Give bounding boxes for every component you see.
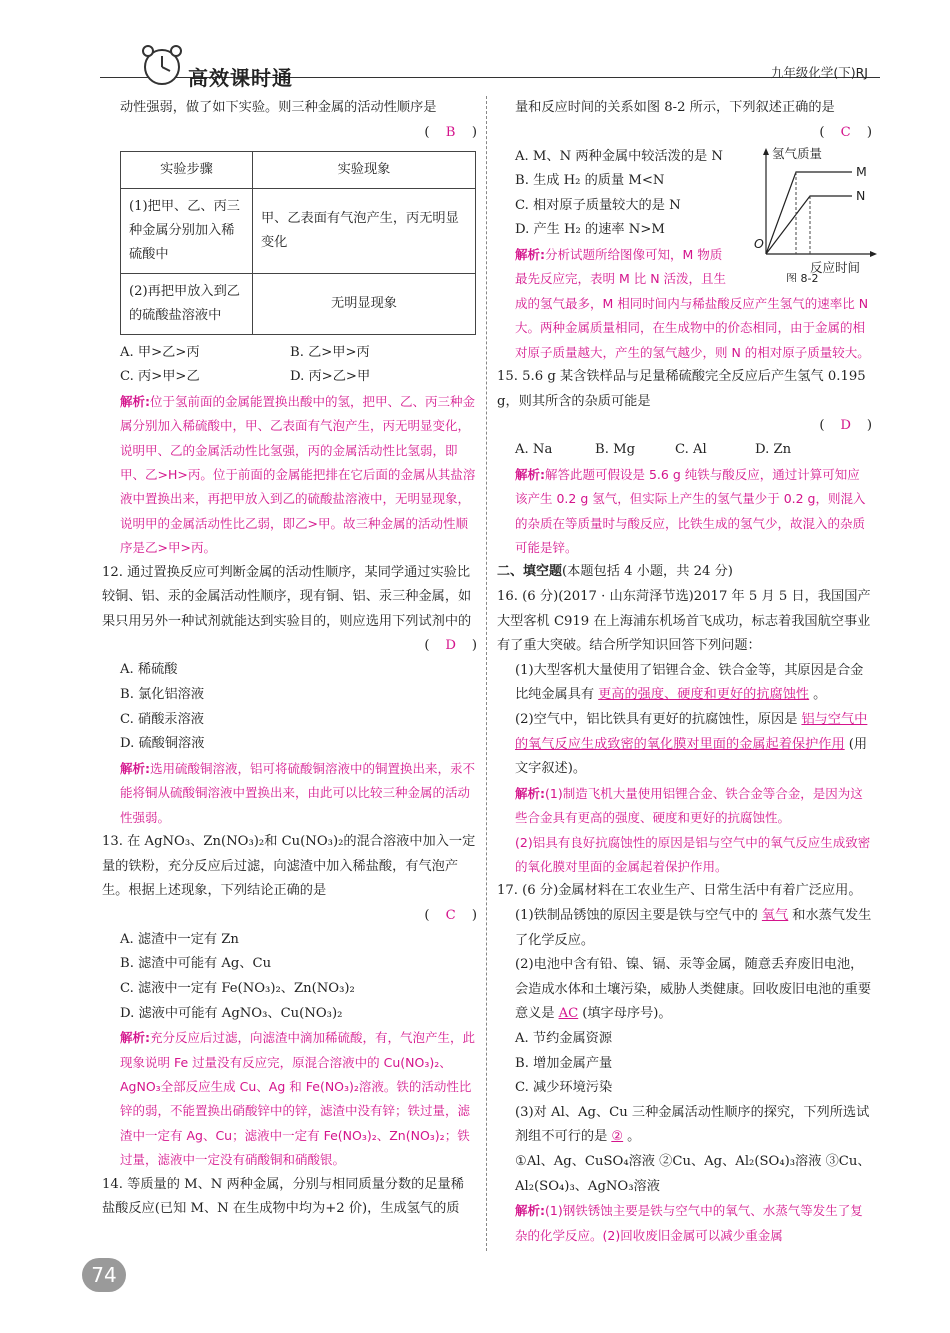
q13-option-a: A. 滤渣中一定有 Zn: [120, 931, 239, 947]
q17-reagent-groups: ①Al、Ag、CuSO₄溶液 ②Cu、Ag、Al₂(SO₄)₃溶液 ③Cu、Al₂(SO₄)₃、AgNO₃溶液: [515, 1153, 871, 1194]
q16-part-1: (1)大型客机大量使用了铝锂合金、铁合金等，其原因是合金比纯金属具有 更高的强度、硬度和更好的抗腐蚀性 。: [515, 662, 864, 703]
q12-stem: 12. 通过置换反应可判断金属的活动性顺序，某同学通过实验比较铜、铝、汞的金属活动性顺序，现有铜、铝、汞三种金属，如果只用另外一种试剂就能达到实验目的，则应选用下列试剂中的: [102, 564, 472, 629]
q15-option-a: A. Na: [515, 442, 553, 458]
q13-option-d: D. 滤液中可能有 AgNO₃、Cu(NO₃)₂: [120, 1005, 343, 1021]
table-step-2: (2)再把甲放入到乙的硫酸盐溶液中: [121, 273, 253, 334]
q14-explanation-a: 解析:分析试题所给图像可知，M 物质: [515, 246, 723, 262]
clock-logo-icon: [140, 44, 184, 86]
q11-option-d: D. 丙>乙>甲: [290, 369, 371, 385]
q15-stem: 15. 5.6 g 某含铁样品与足量稀硫酸完全反应后产生氢气 0.195 g，则其所含的杂质可能是: [497, 369, 866, 409]
q17-part-3: (3)对 Al、Ag、Cu 三种金属活动性顺序的探究，下列所选试剂组不可行的是 ② 。: [515, 1104, 870, 1145]
q14-stem: 14. 等质量的 M、N 两种金属，分别与相同质量分数的足量稀盐酸反应(已知 M、N 在生成物中均为+2 价)，生成氢气的质: [102, 1176, 464, 1217]
q17-answer-1: 氧气: [761, 907, 789, 923]
q13-stem: 13. 在 AgNO₃、Zn(NO₃)₂和 Cu(NO₃)₂的混合溶液中加入一定量的铁粉，充分反应后过滤，向滤渣中加入稀盐酸，有气泡产生。根据上述现象，下列结论正确的是: [102, 834, 476, 899]
q12-option-a: A. 稀硫酸: [120, 662, 178, 678]
figure-8-2-graph: [752, 144, 878, 282]
page-number-badge: 74: [82, 1258, 126, 1292]
q14-option-b: B. 生成 H₂ 的质量 M<N: [515, 173, 665, 189]
graph-n-label: N: [856, 188, 866, 203]
q16-stem: 16. (6 分)(2017 · 山东菏泽节选)2017 年 5 月 5 日，我国国产大型客机 C919 在上海浦东机场首飞成功，标志着我国航空事业有了重大突破。结合所学知识回答下列问题：: [497, 589, 871, 654]
table-step-1: (1)把甲、乙、丙三种金属分别加入稀硫酸中: [121, 188, 253, 273]
q11-explanation: 解析:位于氢前面的金属能置换出酸中的氢，把甲、乙、丙三种金属分别加入稀硫酸中，甲、乙表面有气泡产生，丙无明显变化，说明甲、乙的金属活动性比氢强，丙的金属活动性比氢弱，即甲、乙>H>丙。位于前面的金属能把排在它后面的金属从其盐溶液中置换出来，再把甲放入到乙的硫酸盐溶液中，无明显现象，说明甲的金属活动性比乙弱，即乙>甲。故三种金属的活动性顺序是乙>甲>丙。: [120, 393, 476, 556]
q14-option-d: D. 产生 H₂ 的速率 N>M: [515, 222, 665, 238]
q12-explanation: 解析:选用硫酸铜溶液，铝可将硫酸铜溶液中的铜置换出来，汞不能将铜从硫酸铜溶液中置换出来，由此可以比较三种金属的活动性强弱。: [120, 760, 476, 825]
table-phenomenon-1: 甲、乙表面有气泡产生，丙无明显变化: [253, 188, 476, 273]
q15-options: [497, 438, 872, 463]
experiment-table: [120, 151, 476, 335]
q15-option-d: D. Zn: [755, 442, 792, 458]
q15-explanation: 解析:解答此题可假设是 5.6 g 纯铁与酸反应，通过计算可知应该产生 0.2 g 氢气，但实际上产生的氢气量少于 0.2 g，则混入的杂质在等质量时与酸反应，比铁生成的氢气少，故混入的杂质可能是锌。: [515, 466, 866, 555]
curve-n: [766, 196, 852, 254]
q17-part-2: (2)电池中含有铅、镍、镉、汞等金属，随意丢弃废旧电池，会造成水体和土壤污染，威胁人类健康。回收废旧电池的重要意义是 AC (填字母序号)。: [515, 957, 872, 1022]
q13-answer: C: [445, 907, 456, 923]
q11-option-c: C. 丙>甲>乙: [120, 369, 200, 385]
curve-m: [766, 172, 852, 254]
q14-option-a: A. M、N 两种金属中较活泼的是 N: [515, 148, 723, 164]
q16-answer-2: 铝与空气中的氧气反应生成致密的氧化膜对里面的金属起着保护作用: [515, 711, 868, 752]
q17-stem: 17. (6 分)金属材料在工农业生产、日常生活中有着广泛应用。: [497, 883, 862, 899]
table-header-steps: 实验步骤: [121, 151, 253, 188]
q13-answer-line: ( C ): [102, 904, 477, 928]
q12-option-d: D. 硫酸铜溶液: [120, 736, 205, 752]
q17-answer-3: ②: [611, 1129, 624, 1145]
q13-explanation: 解析:充分反应后过滤，向滤渣中滴加稀硫酸，有，气泡产生，此现象说明 Fe 过量没有反应完，原混合溶液中的 Cu(NO₃)₂、AgNO₃全部反应生成 Cu、Ag 和 Fe(NO₃)₂溶液。铁的活动性比锌的弱，不能置换出硝酸锌中的锌，滤渣中没有锌；铁过量，滤渣中一定有 Ag、Cu；滤液中一定有 Fe(NO₃)₂、Zn(NO₃)₂；铁过量，滤液中一定没有硝酸铜和硝酸银。: [120, 1030, 476, 1168]
q16-explanation-1: 解析:(1)制造飞机大量使用铝锂合金、铁合金等合金，是因为这些合金具有更高的强度、硬度和更好的抗腐蚀性。: [515, 785, 863, 826]
graph-m-label: M: [856, 164, 867, 179]
q16-explanation-2: (2)铝具有良好抗腐蚀性的原因是铝与空气中的氧气反应生成致密的氧化膜对里面的金属起着保护作用。: [515, 834, 871, 874]
grade-subject-label: 九年级化学(下)RJ: [770, 65, 868, 80]
left-column: [102, 96, 477, 1222]
q14-answer-line: ( C ): [497, 121, 872, 145]
q12-answer: D: [445, 638, 456, 654]
q17-option-b: B. 增加金属产量: [515, 1055, 613, 1071]
q11-option-a: A. 甲>乙>丙: [120, 344, 200, 360]
q11-options-row2: [102, 365, 477, 390]
q17-option-a: A. 节约金属资源: [515, 1030, 613, 1046]
q11-options-row1: [102, 341, 477, 366]
graph-origin-label: O: [754, 236, 764, 251]
x-axis-arrow-icon: [870, 251, 877, 257]
q14-tail: 量和反应时间的关系如图 8-2 所示，下列叙述正确的是: [515, 100, 835, 115]
table-phenomenon-2: 无明显现象: [253, 273, 476, 334]
q11-answer-line: ( B ): [102, 121, 477, 145]
q12-answer-line: ( D ): [102, 634, 477, 658]
q15-option-c: C. Al: [675, 442, 707, 458]
graph-y-label: 氢气质量: [772, 146, 823, 161]
q13-option-c: C. 滤液中一定有 Fe(NO₃)₂、Zn(NO₃)₂: [120, 980, 355, 996]
q12-option-c: C. 硝酸汞溶液: [120, 711, 204, 727]
graph-x-label: 反应时间: [810, 260, 861, 275]
q13-option-b: B. 滤渣中可能有 Ag、Cu: [120, 956, 272, 972]
q16-answer-1: 更高的强度、硬度和更好的抗腐蚀性: [598, 687, 810, 703]
q15-answer-line: ( D ): [497, 414, 872, 438]
table-header-phenomena: 实验现象: [253, 151, 476, 188]
q14-answer: C: [840, 124, 851, 140]
q11-answer: B: [445, 124, 456, 140]
graph-caption: 图 8-2: [786, 272, 819, 282]
brand-title: 高效课时通: [188, 66, 293, 90]
q11-option-b: B. 乙>甲>丙: [290, 344, 370, 360]
q17-explanation: 解析:(1)钢铁锈蚀主要是铁与空气中的氧气、水蒸气等发生了复杂的化学反应。(2)回收废旧金属可以减少重金属: [515, 1203, 863, 1243]
q16-part-2: (2)空气中，铝比铁具有更好的抗腐蚀性，原因是 铝与空气中的氧气反应生成致密的氧化膜对里面的金属起着保护作用 (用文字叙述)。: [515, 711, 868, 777]
y-axis-arrow-icon: [763, 148, 769, 155]
q17-part-1: (1)铁制品锈蚀的原因主要是铁与空气中的 氧气 和水蒸气发生了化学反应。: [515, 907, 872, 948]
q14-explanation-c: 成的氢气最多，M 相同时间内与稀盐酸反应产生氢气的速率比 N 大。两种金属质量相同，在生成物中的价态相同，由于金属的相对原子质量越大，产生的氢气越少，则 N 的相对原子质量较大。: [515, 295, 870, 360]
q17-answer-2: AC: [558, 1006, 579, 1022]
column-divider: [486, 96, 487, 1251]
q15-option-b: B. Mg: [595, 442, 636, 458]
q11-tail: 动性强弱，做了如下实验。则三种金属的活动性顺序是: [120, 100, 437, 115]
section-2-heading: 二、填空题(本题包括 4 小题，共 24 分): [497, 564, 733, 580]
q14-explanation-b: 最先反应完，表明 M 比 N 活泼，且生: [515, 271, 727, 287]
q17-option-c: C. 减少环境污染: [515, 1080, 613, 1096]
q12-option-b: B. 氯化铝溶液: [120, 687, 205, 702]
q15-answer: D: [840, 418, 851, 434]
q14-option-c: C. 相对原子质量较大的是 N: [515, 197, 681, 213]
